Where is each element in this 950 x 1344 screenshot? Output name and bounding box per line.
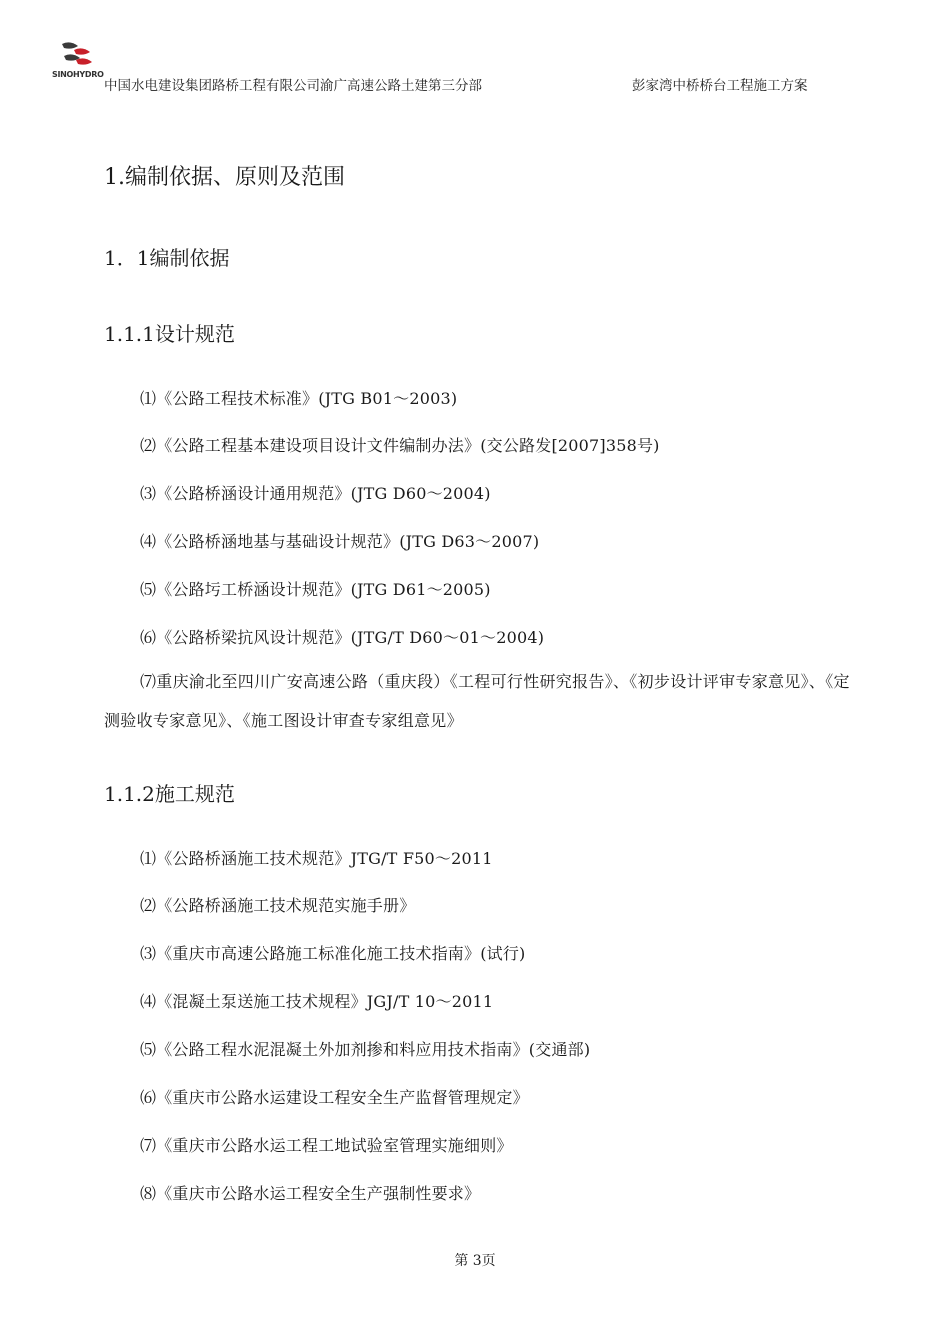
section-heading-1-1: 1．1编制依据 <box>104 246 230 270</box>
logo-text: SINOHYDRO <box>52 70 104 79</box>
page-number: 第 3页 <box>454 1253 496 1269</box>
list-item: ⑴《公路工程技术标准》(JTG B01～2003) <box>140 389 458 408</box>
list-item: ⑵《公路桥涵施工技术规范实施手册》 <box>140 896 416 915</box>
section-heading-1-1-1: 1.1.1设计规范 <box>104 322 235 346</box>
header-company-name: 中国水电建设集团路桥工程有限公司渝广高速公路土建第三分部 <box>104 78 482 94</box>
list-item: ⑹《公路桥梁抗风设计规范》(JTG/T D60～01～2004) <box>140 628 545 647</box>
list-item: ⑶《重庆市高速公路施工标准化施工技术指南》(试行) <box>140 944 526 963</box>
list-item: ⑵《公路工程基本建设项目设计文件编制办法》(交公路发[2007]358号) <box>140 436 660 455</box>
list-item: ⑻《重庆市公路水运工程安全生产强制性要求》 <box>140 1184 481 1203</box>
list-item-paragraph: ⑺重庆渝北至四川广安高速公路（重庆段）《工程可行性研究报告》、《初步设计评审专家意见》、《定测验收专家意见》、《施工图设计审查专家组意见》 <box>104 672 850 730</box>
list-item: ⑺《重庆市公路水运工程工地试验室管理实施细则》 <box>140 1136 513 1155</box>
list-item: ⑸《公路圬工桥涵设计规范》(JTG D61～2005) <box>140 580 491 599</box>
section-heading-1: 1.编制依据、原则及范围 <box>104 165 345 190</box>
list-item: ⑴《公路桥涵施工技术规范》JTG/T F50～2011 <box>140 849 493 868</box>
section-heading-1-1-2: 1.1.2施工规范 <box>104 782 235 806</box>
list-item: ⑸《公路工程水泥混凝土外加剂掺和料应用技术指南》(交通部) <box>140 1040 591 1059</box>
page-header <box>52 36 912 96</box>
list-item: ⑷《混凝土泵送施工技术规程》JGJ/T 10～2011 <box>140 992 494 1011</box>
logo-mark-icon <box>52 38 100 70</box>
sinohydro-logo <box>52 38 102 82</box>
header-document-title: 彭家湾中桥桥台工程施工方案 <box>632 78 808 94</box>
list-item: ⑹《重庆市公路水运建设工程安全生产监督管理规定》 <box>140 1088 529 1107</box>
list-item: ⑶《公路桥涵设计通用规范》(JTG D60～2004) <box>140 484 491 503</box>
list-item: ⑷《公路桥涵地基与基础设计规范》(JTG D63～2007) <box>140 532 540 551</box>
